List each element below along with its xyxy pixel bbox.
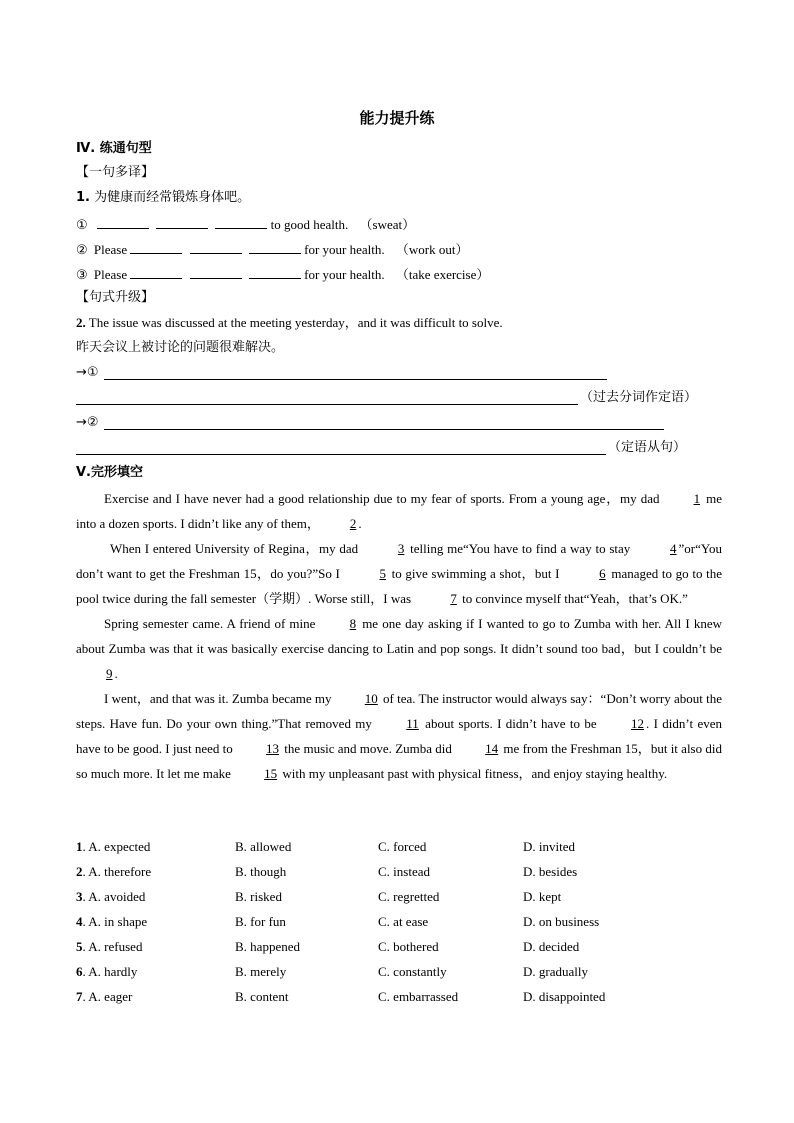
answer-blank[interactable] xyxy=(156,214,208,229)
q1-item-hint: （work out） xyxy=(395,242,469,257)
option-a[interactable]: A. expected xyxy=(88,839,151,854)
answer-blank[interactable] xyxy=(130,264,182,279)
q1-item-lead: Please xyxy=(93,267,128,282)
blank-number: 8 xyxy=(349,616,357,631)
blank-number: 2 xyxy=(349,516,357,531)
q1-item-1 xyxy=(76,214,726,234)
blank-number: 13 xyxy=(266,741,280,756)
q1-item-mark: ③ xyxy=(76,267,88,282)
option-b[interactable]: B. for fun xyxy=(235,914,286,929)
option-c[interactable]: C. constantly xyxy=(378,964,447,979)
blank-number: 4 xyxy=(670,541,677,556)
option-c[interactable]: C. embarrassed xyxy=(378,989,459,1004)
blank-number: 11 xyxy=(406,716,419,731)
passage-paragraph: When I entered University of Regina，my dad 3 telling me“You have to find a way to stay 4 ”or“You don’t want to get the Freshman 15，do you?”So I 5 to give swimming a shot，but I 6 managed to go to the pool twice during the fall semester（学期）. Worse still，I was 7 to convince myself that“Yeah，that’s OK.” xyxy=(76,536,722,611)
blank-number: 7 xyxy=(450,591,457,606)
question-2-number: 2. xyxy=(76,315,86,330)
option-b[interactable]: B. merely xyxy=(235,964,287,979)
q1-item-2 xyxy=(76,239,726,259)
q1-item-tail: for your health. xyxy=(304,267,385,282)
blank-number: 15 xyxy=(264,766,278,781)
option-a[interactable]: A. hardly xyxy=(88,964,138,979)
writing-line[interactable] xyxy=(76,454,606,455)
option-d[interactable]: D. besides xyxy=(523,864,578,879)
option-b[interactable]: B. happened xyxy=(235,939,300,954)
option-c[interactable]: C. forced xyxy=(378,839,427,854)
section-4-heading: Ⅳ. 练通句型 xyxy=(76,141,152,156)
answer-blank[interactable] xyxy=(249,264,301,279)
q1-item-mark: ① xyxy=(76,217,88,232)
options-row: 2. A. therefore B. though C. instead D. besides xyxy=(76,862,726,882)
writing-line[interactable] xyxy=(76,404,578,405)
option-a[interactable]: A. therefore xyxy=(88,864,152,879)
answer-blank[interactable] xyxy=(215,214,267,229)
options-row: 5. A. refused B. happened C. bothered D. decided xyxy=(76,937,726,957)
option-d[interactable]: D. invited xyxy=(523,839,575,854)
q1-item-3 xyxy=(76,264,726,284)
answer-blank[interactable] xyxy=(249,239,301,254)
passage-paragraph: Spring semester came. A friend of mine 8 me one day asking if I wanted to go to Zumba with her. All I knew about Zumba was that it was basically exercise dancing to Latin and pop songs. It didn’t sound too bad，but I couldn’t be 9 . xyxy=(76,611,722,686)
hint-attributive-clause: （定语从句） xyxy=(608,440,687,455)
option-b[interactable]: B. risked xyxy=(235,889,282,904)
option-d[interactable]: D. disappointed xyxy=(523,989,606,1004)
options-row: 6. A. hardly B. merely C. constantly D. gradually xyxy=(76,962,726,982)
passage-paragraph: Exercise and I have never had a good relationship due to my fear of sports. From a young age，my dad 1 me into a dozen sports. I didn’t like any of them， 2 . xyxy=(76,486,722,536)
passage-paragraph: I went，and that was it. Zumba became my 10 of tea. The instructor would always say：“Don’t worry about the steps. Have fun. Do your own thing.”That removed my 11 about sports. I didn’t have to be 12 . I didn’t even have to be good. I just need to 13 the music and move. Zumba did 14 me from the Freshman 15，but it also did so much more. It let me make 15 with my unpleasant past with physical fitness，and enjoy staying healthy. xyxy=(76,686,722,786)
blank-number: 14 xyxy=(485,741,499,756)
option-b[interactable]: B. allowed xyxy=(235,839,292,854)
blank-number: 6 xyxy=(599,566,606,581)
option-c[interactable]: C. at ease xyxy=(378,914,429,929)
option-c[interactable]: C. bothered xyxy=(378,939,439,954)
blank-number: 10 xyxy=(364,691,378,706)
question-2-text: The issue was discussed at the meeting yesterday，and it was difficult to solve. xyxy=(85,315,503,330)
blank-number: 9 xyxy=(106,666,113,681)
option-d[interactable]: D. gradually xyxy=(523,964,588,979)
page-title: 能力提升练 xyxy=(359,109,435,127)
writing-line[interactable] xyxy=(104,379,607,380)
option-c[interactable]: C. regretted xyxy=(378,889,440,904)
blank-number: 12 xyxy=(630,716,644,731)
blank-number: 3 xyxy=(397,541,405,556)
section-5-heading: Ⅴ.完形填空 xyxy=(76,465,143,480)
option-d[interactable]: D. decided xyxy=(523,939,580,954)
question-1-text: 为健康而经常锻炼身体吧。 xyxy=(89,190,251,205)
option-a[interactable]: A. eager xyxy=(88,989,133,1004)
q1-item-lead: Please xyxy=(93,242,128,257)
option-d[interactable]: D. on business xyxy=(523,914,600,929)
answer-blank[interactable] xyxy=(190,239,242,254)
answer-blank[interactable] xyxy=(130,239,182,254)
q1-item-hint: （take exercise） xyxy=(395,267,490,282)
options-row: 1. A. expected B. allowed C. forced D. invited xyxy=(76,837,726,857)
question-1-number: 1. xyxy=(76,190,90,205)
option-a[interactable]: A. avoided xyxy=(88,889,146,904)
q1-item-mark: ② xyxy=(76,242,88,257)
option-c[interactable]: C. instead xyxy=(378,864,430,879)
options-row: 3. A. avoided B. risked C. regretted D. kept xyxy=(76,887,726,907)
option-a[interactable]: A. in shape xyxy=(88,914,148,929)
sub-heading-upgrade: 【句式升级】 xyxy=(76,290,155,305)
q1-item-hint: （sweat） xyxy=(359,217,416,232)
answer-blank[interactable] xyxy=(97,214,149,229)
option-d[interactable]: D. kept xyxy=(523,889,562,904)
blank-number: 1 xyxy=(693,491,701,506)
question-1 xyxy=(76,188,726,208)
q1-item-tail: to good health. xyxy=(270,217,349,232)
option-b[interactable]: B. content xyxy=(235,989,289,1004)
writing-line[interactable] xyxy=(104,429,664,430)
q1-item-tail: for your health. xyxy=(304,242,385,257)
option-a[interactable]: A. refused xyxy=(88,939,143,954)
sub-heading-translation: 【一句多译】 xyxy=(76,165,155,180)
arrow-label-1: →① xyxy=(76,365,99,380)
options-row: 4. A. in shape B. for fun C. at ease D. on business xyxy=(76,912,726,932)
question-2 xyxy=(76,313,726,333)
blank-number: 5 xyxy=(379,566,386,581)
cloze-passage xyxy=(76,486,722,786)
question-2-chinese: 昨天会议上被讨论的问题很难解决。 xyxy=(76,340,285,355)
arrow-label-2: →② xyxy=(76,415,99,430)
answer-blank[interactable] xyxy=(190,264,242,279)
option-b[interactable]: B. though xyxy=(235,864,287,879)
hint-past-participle: （过去分词作定语） xyxy=(580,390,698,405)
options-row: 7. A. eager B. content C. embarrassed D. disappointed xyxy=(76,987,726,1007)
